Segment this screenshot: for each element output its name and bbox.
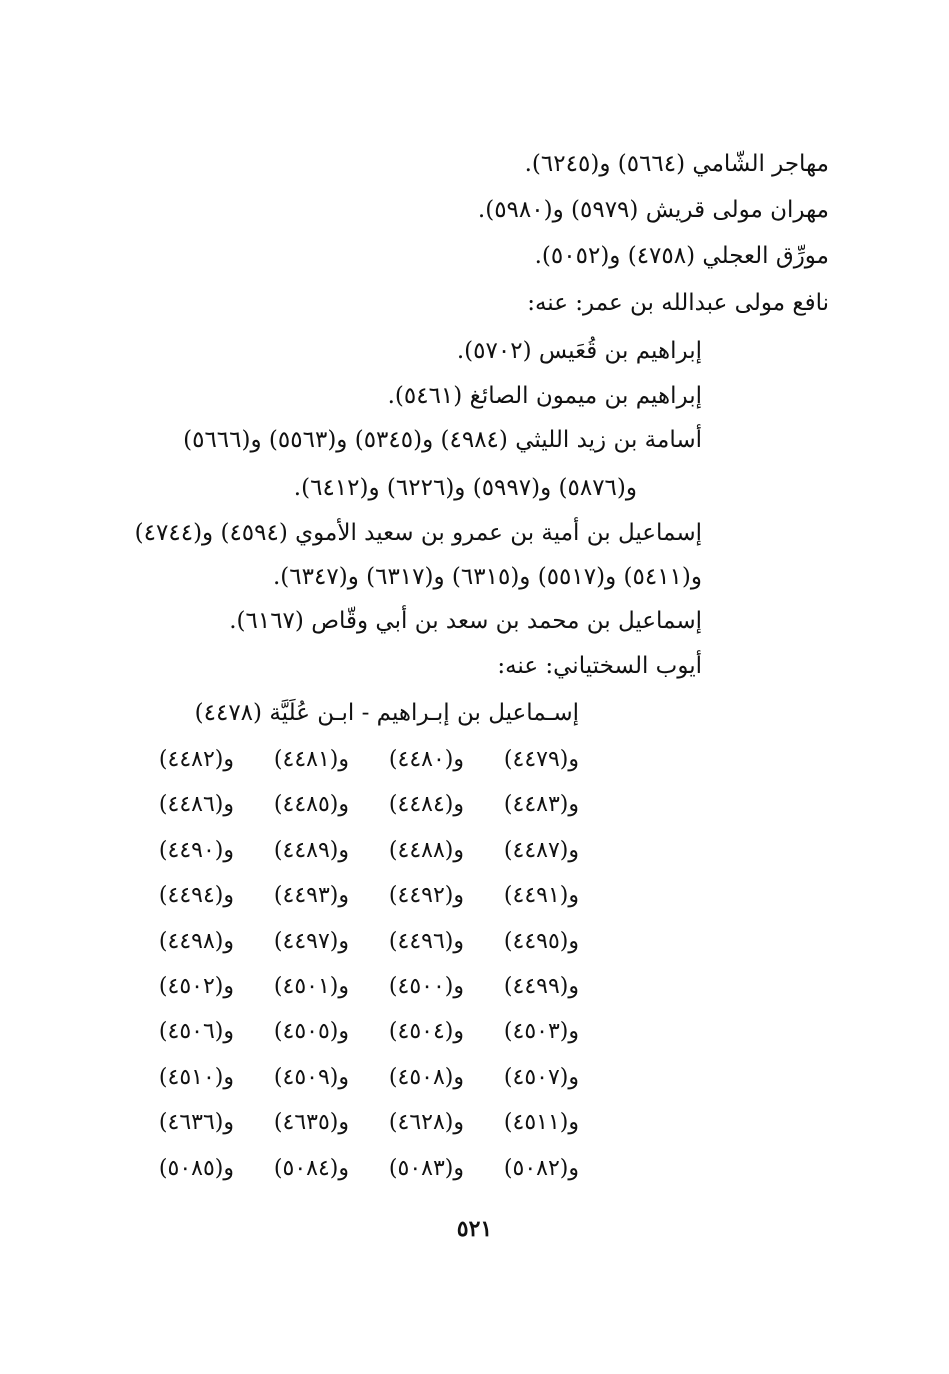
grid-cell: و(٤٤٨٧) xyxy=(503,837,579,863)
number-grid xyxy=(119,744,579,1198)
grid-row xyxy=(119,1062,579,1107)
grid-row xyxy=(119,789,579,834)
grid-cell: و(٤٤٩٠) xyxy=(158,837,234,863)
grid-cell: و(٤٤٩٨) xyxy=(158,928,234,954)
text-line: مهران مولى قريش (٥٩٧٩) و(٥٩٨٠). xyxy=(477,197,829,223)
grid-row xyxy=(119,835,579,880)
grid-row xyxy=(119,926,579,971)
grid-cell: و(٤٦٢٨) xyxy=(388,1110,464,1136)
grid-cell: و(٥٠٨٤) xyxy=(273,1155,349,1181)
grid-cell: و(٤٥٠٥) xyxy=(273,1019,349,1045)
text-line: نافع مولى عبدالله بن عمر: عنه: xyxy=(527,290,829,316)
grid-cell: و(٤٤٨٠) xyxy=(388,747,464,772)
grid-cell: و(٥٠٨٣) xyxy=(388,1155,464,1181)
grid-cell: و(٤٥٠٣) xyxy=(503,1019,579,1045)
grid-cell: و(٤٤٩٤) xyxy=(158,883,234,909)
grid-cell: و(٤٤٩٦) xyxy=(388,928,464,954)
grid-cell: و(٥٠٨٥) xyxy=(158,1155,234,1181)
text-line: إبراهيم بن ميمون الصائغ (٥٤٦١). xyxy=(387,383,702,409)
grid-cell: و(٤٤٨٩) xyxy=(273,837,349,863)
grid-cell: و(٤٤٧٩) xyxy=(503,747,579,772)
grid-row xyxy=(119,1016,579,1061)
grid-cell: و(٤٥١١) xyxy=(503,1110,579,1136)
grid-cell: و(٤٤٩١) xyxy=(503,883,579,909)
text-line: مورِّق العجلي (٤٧٥٨) و(٥٠٥٢). xyxy=(534,243,829,269)
grid-cell: و(٤٥٠٢) xyxy=(158,973,234,999)
grid-cell: و(٤٤٩٥) xyxy=(503,928,579,954)
grid-cell: و(٤٤٨٤) xyxy=(388,792,464,818)
grid-row xyxy=(119,1153,579,1198)
grid-cell: و(٤٥١٠) xyxy=(158,1064,234,1090)
grid-cell: و(٤٤٩٧) xyxy=(273,928,349,954)
grid-cell: و(٤٥٠١) xyxy=(273,973,349,999)
grid-cell: و(٤٤٩٣) xyxy=(273,883,349,909)
grid-cell: و(٤٤٨٣) xyxy=(503,792,579,818)
grid-cell: و(٤٤٨١) xyxy=(273,747,349,772)
grid-row xyxy=(119,1107,579,1152)
text-line: أسامة بن زيد الليثي (٤٩٨٤) و(٥٣٤٥) و(٥٥٦٣) و(٥٦٦٦) xyxy=(183,427,702,453)
text-line: إسماعيل بن أمية بن عمرو بن سعيد الأموي (٤٥٩٤) و(٤٧٤٤) xyxy=(134,520,702,546)
text-line: إسـماعيل بن إبـراهيم - ابـن عُلَيَّة (٤٤٧٨) xyxy=(194,700,579,726)
grid-cell: و(٤٥٠٠) xyxy=(388,973,464,999)
page-number: ٥٢١ xyxy=(456,1216,493,1242)
grid-row xyxy=(119,971,579,1016)
grid-cell: و(٥٠٨٢) xyxy=(503,1155,579,1181)
text-line: إسماعيل بن محمد بن سعد بن أبي وقّاص (٦١٦٧). xyxy=(229,608,702,634)
grid-cell: و(٤٦٣٦) xyxy=(158,1110,234,1136)
grid-cell: و(٤٤٩٢) xyxy=(388,883,464,909)
grid-row xyxy=(119,744,579,789)
grid-cell: و(٤٤٨٥) xyxy=(273,792,349,818)
grid-row xyxy=(119,880,579,925)
grid-cell: و(٤٤٨٢) xyxy=(158,747,234,772)
grid-cell: و(٤٥٠٨) xyxy=(388,1064,464,1090)
text-line: و(٥٤١١) و(٥٥١٧) و(٦٣١٥) و(٦٣١٧) و(٦٣٤٧). xyxy=(273,564,702,590)
grid-cell: و(٤٤٨٨) xyxy=(388,837,464,863)
grid-cell: و(٤٤٩٩) xyxy=(503,973,579,999)
grid-cell: و(٤٥٠٩) xyxy=(273,1064,349,1090)
grid-cell: و(٤٥٠٧) xyxy=(503,1064,579,1090)
text-line: إبراهيم بن قُعَيس (٥٧٠٢). xyxy=(456,338,702,364)
text-line: أيوب السختياني: عنه: xyxy=(497,653,702,679)
grid-cell: و(٤٥٠٦) xyxy=(158,1019,234,1045)
grid-cell: و(٤٥٠٤) xyxy=(388,1019,464,1045)
text-line: مهاجر الشّامي (٥٦٦٤) و(٦٢٤٥). xyxy=(524,151,829,177)
grid-cell: و(٤٤٨٦) xyxy=(158,792,234,818)
text-line: و(٥٨٧٦) و(٥٩٩٧) و(٦٢٢٦) و(٦٤١٢). xyxy=(293,475,637,501)
grid-cell: و(٤٦٣٥) xyxy=(273,1110,349,1136)
